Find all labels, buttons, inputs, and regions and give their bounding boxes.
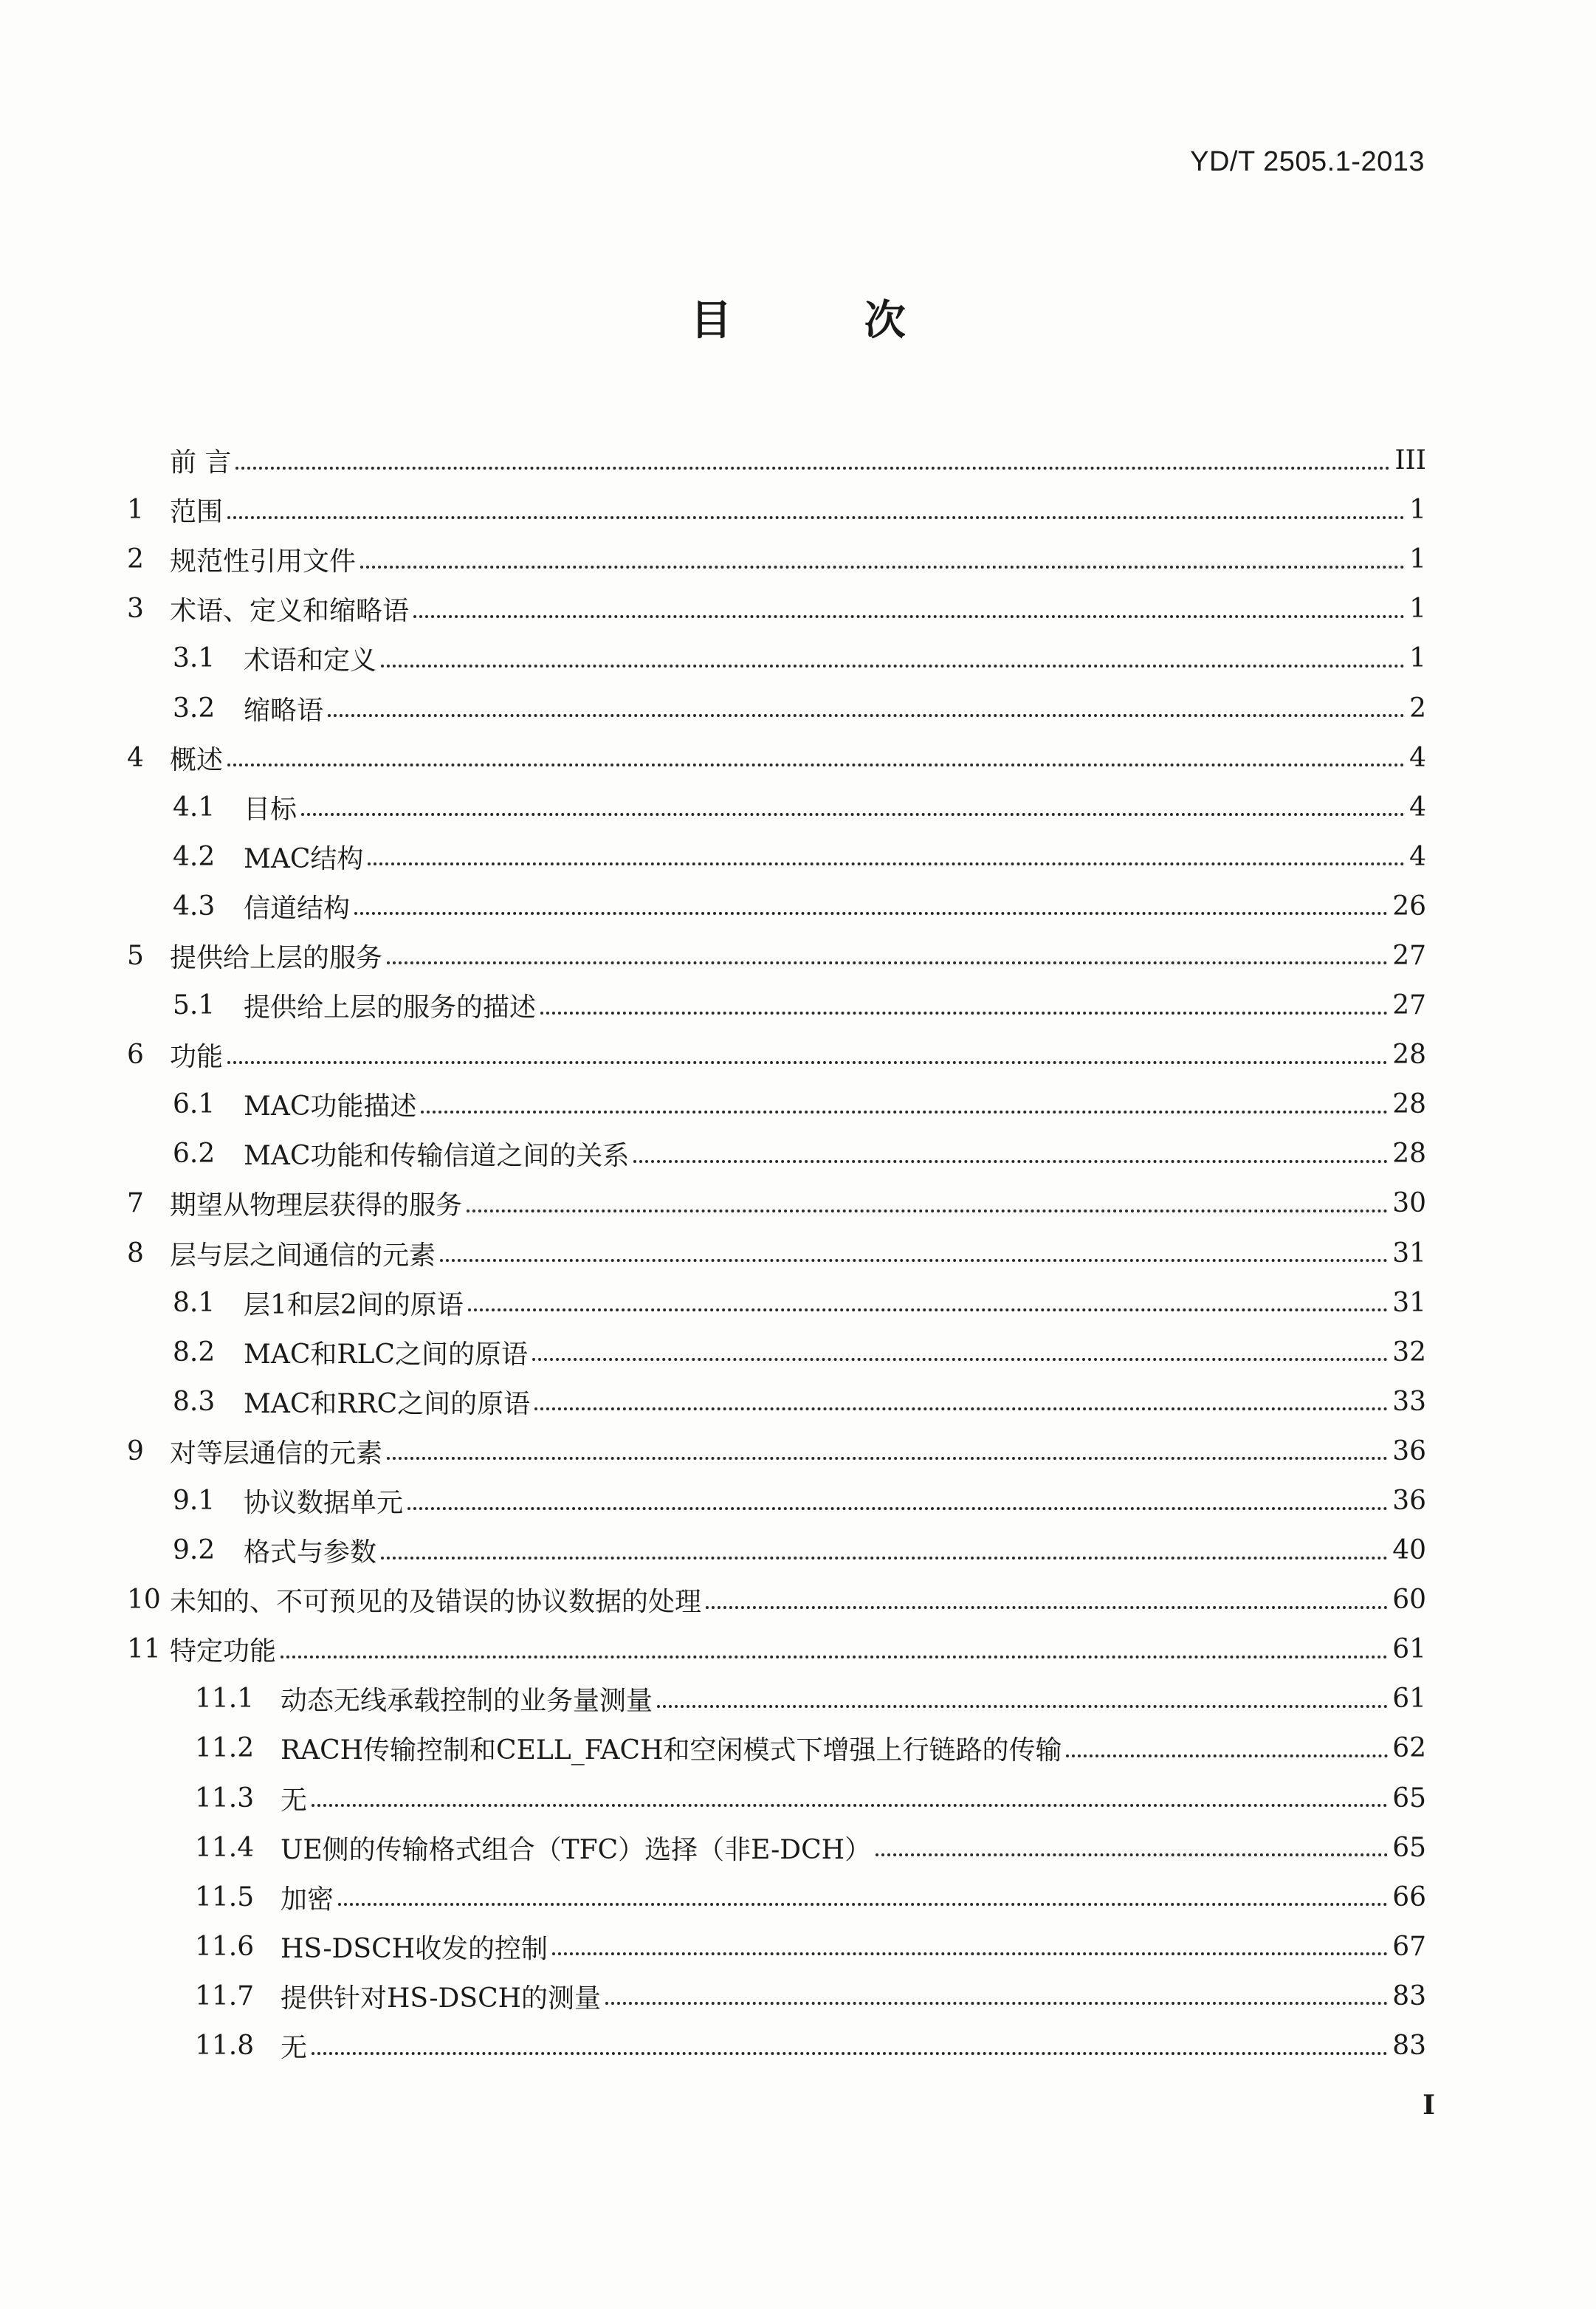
toc-entry-page: 65: [1392, 1832, 1426, 1863]
dot-leader: [468, 1308, 1388, 1311]
toc-entry-label: MAC功能描述: [244, 1091, 417, 1122]
toc-entry[interactable]: [127, 1674, 1426, 1723]
dot-leader: [532, 1358, 1388, 1361]
toc-entry-number: 2: [127, 544, 144, 575]
dot-leader: [368, 862, 1405, 865]
toc-entry[interactable]: [127, 1178, 1426, 1228]
toc-entry-page: 26: [1392, 891, 1426, 922]
toc-entry-number: 11.2: [195, 1733, 255, 1764]
toc-entry-page: 31: [1392, 1238, 1426, 1269]
toc-entry-page: 36: [1392, 1435, 1426, 1466]
standard-code: YD/T 2505.1-2013: [1190, 146, 1425, 177]
toc-entry-page: 62: [1392, 1733, 1426, 1764]
toc-entry-number: 1: [127, 495, 144, 526]
toc-entry[interactable]: [127, 882, 1426, 931]
toc-entry-label: 加密: [281, 1884, 334, 1915]
dot-leader: [467, 1210, 1388, 1212]
toc-entry-number: 9: [127, 1435, 144, 1466]
toc-entry[interactable]: [127, 1526, 1426, 1575]
dot-leader: [657, 1705, 1388, 1708]
toc-entry[interactable]: [127, 1723, 1426, 1773]
toc-entry-label: HS-DSCH收发的控制: [281, 1933, 548, 1964]
dot-leader: [421, 1111, 1388, 1114]
toc-entry-number: 4.2: [173, 841, 216, 872]
toc-entry-number: 9.2: [173, 1535, 216, 1566]
dot-leader: [328, 714, 1405, 717]
toc-entry[interactable]: [127, 1427, 1426, 1476]
dot-leader: [354, 912, 1388, 915]
dot-leader: [1066, 1754, 1388, 1757]
toc-entry[interactable]: [127, 1030, 1426, 1080]
toc-entry[interactable]: [127, 1972, 1426, 2021]
toc-entry-number: 5: [127, 940, 144, 971]
toc-entry-label: 层1和层2间的原语: [244, 1289, 464, 1320]
toc-entry[interactable]: [127, 1823, 1426, 1873]
toc-entry-label: 规范性引用文件: [170, 546, 357, 577]
toc-entry-label: 术语、定义和缩略语: [170, 596, 410, 627]
toc-entry-page: 4: [1409, 841, 1426, 872]
toc-entry-label: 特定功能: [170, 1636, 277, 1667]
toc-entry[interactable]: [127, 832, 1426, 882]
toc-entry-page: 65: [1392, 1783, 1426, 1814]
toc-entry-label: RACH传输控制和CELL_FACH和空闲模式下增强上行链路的传输: [281, 1735, 1062, 1766]
toc-entry-label: 未知的、不可预见的及错误的协议数据的处理: [170, 1587, 702, 1618]
toc-entry-label: 功能: [170, 1042, 224, 1073]
toc-entry-number: 11.7: [195, 1980, 255, 2011]
toc-entry-page: 40: [1392, 1535, 1426, 1566]
toc-entry-number: 9.1: [173, 1486, 216, 1517]
toc-entry-page: 28: [1392, 1040, 1426, 1071]
toc-entry[interactable]: [127, 1575, 1426, 1624]
dot-leader: [227, 1061, 1388, 1064]
toc-entry-page: 30: [1392, 1188, 1426, 1219]
dot-leader: [312, 1804, 1388, 1807]
toc-entry[interactable]: [127, 485, 1426, 535]
dot-leader: [227, 516, 1405, 519]
toc-entry-label: 提供针对HS-DSCH的测量: [281, 1983, 602, 2014]
dot-leader: [605, 2002, 1388, 2005]
toc-entry[interactable]: [127, 783, 1426, 832]
toc-entry-label: 格式与参数: [244, 1537, 377, 1568]
toc-entry-label: 协议数据单元: [244, 1488, 404, 1519]
toc-entry-label: 信道结构: [244, 893, 351, 924]
toc-entry-page: 36: [1392, 1486, 1426, 1517]
toc-entry-number: 4.3: [173, 891, 216, 922]
toc-entry-label: UE侧的传输格式组合（TFC）选择（非E-DCH）: [281, 1834, 872, 1865]
table-of-contents: [127, 436, 1426, 2070]
toc-entry[interactable]: [127, 1328, 1426, 1377]
toc-entry-label: MAC功能和传输信道之间的关系: [244, 1141, 630, 1172]
toc-entry-number: 8.2: [173, 1337, 216, 1368]
toc-entry-page: 27: [1392, 990, 1426, 1021]
toc-entry-label: 动态无线承载控制的业务量测量: [281, 1686, 653, 1717]
toc-entry-page: 1: [1409, 495, 1426, 526]
dot-leader: [706, 1606, 1388, 1609]
toc-entry[interactable]: [127, 436, 1426, 485]
toc-entry-page: 27: [1392, 940, 1426, 971]
toc-entry-number: 6.1: [173, 1089, 216, 1120]
toc-entry-label: 范围: [170, 497, 224, 528]
toc-entry-label: 概述: [170, 744, 224, 775]
toc-entry-page: III: [1394, 445, 1426, 476]
toc-entry[interactable]: [127, 733, 1426, 783]
toc-entry-label: 缩略语: [244, 695, 324, 726]
toc-entry[interactable]: [127, 1624, 1426, 1674]
toc-entry-number: 3.2: [173, 693, 216, 724]
toc-entry-label: 对等层通信的元素: [170, 1438, 383, 1469]
toc-entry-number: 7: [127, 1188, 144, 1219]
toc-entry-page: 61: [1392, 1634, 1426, 1665]
toc-entry[interactable]: [127, 1080, 1426, 1129]
toc-entry-label: 提供给上层的服务: [170, 942, 383, 973]
toc-entry-label: 提供给上层的服务的描述: [244, 992, 537, 1023]
toc-entry-number: 4: [127, 742, 144, 773]
toc-entry-page: 31: [1392, 1287, 1426, 1318]
toc-entry[interactable]: [127, 634, 1426, 683]
toc-entry-number: 6: [127, 1040, 144, 1071]
toc-entry[interactable]: [127, 683, 1426, 733]
toc-entry-page: 61: [1392, 1684, 1426, 1715]
toc-entry-page: 33: [1392, 1386, 1426, 1417]
toc-entry-number: 11: [127, 1634, 161, 1665]
toc-entry-label: 前 言: [170, 447, 232, 478]
toc-entry-number: 3.1: [173, 643, 216, 674]
toc-entry[interactable]: [127, 1278, 1426, 1328]
dot-leader: [440, 1259, 1388, 1262]
toc-entry-label: 术语和定义: [244, 645, 377, 676]
toc-entry[interactable]: [127, 2021, 1426, 2070]
dot-leader: [540, 1012, 1388, 1015]
toc-entry[interactable]: [127, 1229, 1426, 1278]
toc-entry-number: 11.6: [195, 1931, 255, 1962]
toc-entry-page: 83: [1392, 2031, 1426, 2062]
dot-leader: [227, 764, 1405, 766]
dot-leader: [407, 1507, 1388, 1510]
toc-entry-number: 11.1: [195, 1684, 255, 1715]
dot-leader: [281, 1656, 1388, 1658]
toc-entry-label: 层与层之间通信的元素: [170, 1240, 436, 1271]
dot-leader: [381, 1557, 1388, 1560]
toc-entry-number: 4.1: [173, 792, 216, 823]
dot-leader: [876, 1853, 1388, 1856]
dot-leader: [387, 961, 1388, 964]
dot-leader: [387, 1457, 1388, 1460]
toc-entry-page: 83: [1392, 1980, 1426, 2011]
toc-entry-label: MAC结构: [244, 843, 364, 874]
toc-entry-page: 4: [1409, 792, 1426, 823]
toc-entry[interactable]: [127, 1873, 1426, 1922]
toc-entry-page: 1: [1409, 544, 1426, 575]
dot-leader: [413, 615, 1405, 618]
dot-leader: [312, 2052, 1388, 2055]
toc-entry-number: 10: [127, 1585, 161, 1616]
toc-entry[interactable]: [127, 931, 1426, 981]
toc-entry-page: 1: [1409, 594, 1426, 625]
dot-leader: [235, 467, 1390, 470]
toc-entry-label: 无: [281, 1785, 308, 1816]
toc-entry-number: 8: [127, 1238, 144, 1269]
toc-entry-number: 11.4: [195, 1832, 255, 1863]
toc-entry-label: 无: [281, 2033, 308, 2064]
toc-entry-number: 6.2: [173, 1139, 216, 1170]
toc-entry[interactable]: [127, 1774, 1426, 1823]
dot-leader: [301, 813, 1405, 816]
toc-entry-page: 60: [1392, 1585, 1426, 1616]
toc-entry[interactable]: [127, 535, 1426, 584]
toc-entry[interactable]: [127, 1476, 1426, 1526]
page-number: I: [1423, 2090, 1435, 2121]
toc-entry-number: 11.8: [195, 2031, 255, 2062]
dot-leader: [381, 665, 1405, 668]
toc-entry-number: 11.5: [195, 1881, 255, 1912]
toc-entry-page: 2: [1409, 693, 1426, 724]
toc-entry[interactable]: [127, 1922, 1426, 1972]
toc-entry-number: 8.3: [173, 1386, 216, 1417]
toc-entry-number: 8.1: [173, 1287, 216, 1318]
toc-entry-number: 5.1: [173, 990, 216, 1021]
toc-entry-page: 1: [1409, 643, 1426, 674]
toc-entry-label: MAC和RRC之间的原语: [244, 1388, 531, 1419]
page-title: 目 次: [690, 297, 965, 345]
dot-leader: [360, 566, 1405, 569]
toc-entry-page: 4: [1409, 742, 1426, 773]
dot-leader: [633, 1160, 1388, 1163]
toc-entry[interactable]: [127, 1129, 1426, 1178]
toc-entry-number: 11.3: [195, 1783, 255, 1814]
toc-entry-page: 66: [1392, 1881, 1426, 1912]
dot-leader: [338, 1903, 1388, 1906]
toc-entry[interactable]: [127, 1377, 1426, 1427]
toc-entry-label: MAC和RLC之间的原语: [244, 1339, 528, 1370]
toc-entry-page: 28: [1392, 1089, 1426, 1120]
toc-entry-label: 目标: [244, 794, 297, 825]
toc-entry-number: 3: [127, 594, 144, 625]
dot-leader: [534, 1407, 1388, 1410]
toc-entry-page: 32: [1392, 1337, 1426, 1368]
toc-entry[interactable]: [127, 981, 1426, 1030]
dot-leader: [552, 1952, 1388, 1955]
toc-entry[interactable]: [127, 584, 1426, 634]
toc-entry-page: 67: [1392, 1931, 1426, 1962]
toc-entry-label: 期望从物理层获得的服务: [170, 1190, 463, 1221]
toc-entry-page: 28: [1392, 1139, 1426, 1170]
